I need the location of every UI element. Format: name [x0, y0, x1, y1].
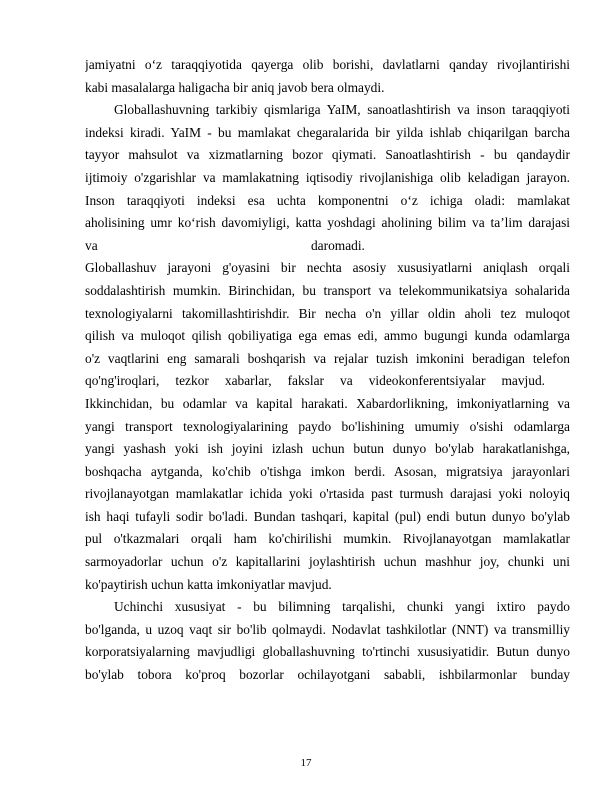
text-line: aholisining umr ko‘rish davomiyligi, katta yoshdagi aholining bilim va ta’lim darajasi: [85, 215, 570, 231]
text-line: Inson taraqqiyoti indeksi esa uchta komponentni o‘z ichiga oladi: mamlakat: [85, 192, 570, 208]
text-line: bo'ylab tobora ko'proq bozorlar ochilayotgani sababli, ishbilarmonlar bunday: [85, 667, 570, 683]
text-line: ko'paytirish uchun katta imkoniyatlar mavjud.: [85, 576, 332, 592]
text-line: qilish va muloqot qilish qobiliyatiga ega emas edi, ammo bugungi kunda odamlarga: [85, 328, 570, 344]
text-line: bo'lganda, u uzoq vaqt sir bo'lib qolmaydi. Nodavlat tashkilotlar (NNT) va transmilliy: [85, 621, 570, 637]
text-line: indeksi kiradi. YaIM - bu mamlakat chegaralarida bir yilda ishlab chiqarilgan barcha: [85, 124, 570, 140]
text-line: qo'ng'iroqlari, tezkor xabarlar, fakslar va videokonferentsiyalar mavjud.: [85, 373, 545, 389]
text-line: pul o'tkazmalari orqali ham ko'chirilishi mumkin. Rivojlanayotgan mamlakatlar: [85, 531, 570, 547]
text-line: ish haqi tufayli sodir bo'ladi. Bundan tashqari, kapital (pul) endi butun dunyo bo'ylab: [85, 508, 570, 524]
text-line: Uchinchi xususiyat - bu bilimning tarqalishi, chunki yangi ixtiro paydo: [114, 599, 570, 615]
text-line: korporatsiyalarning mavjudligi globallashuvning to'rtinchi xususiyatidir. Butun dunyo: [85, 644, 570, 660]
text-line: ijtimoiy o'zgarishlar va mamlakatning iqtisodiy rivojlanishiga olib keladigan jarayon.: [85, 169, 570, 185]
text-line: rivojlanayotgan mamlakatlar ichida yoki o'rtasida past turmush darajasi yoki noloyiq: [85, 486, 570, 502]
text-line: soddalashtirish mumkin. Birinchidan, bu transport va telekommunikatsiya sohalarida: [85, 282, 570, 298]
text-line: yangi transport texnologiyalarining paydo bo'lishining umumiy o'sishi odamlarga: [85, 418, 570, 434]
text-line: yangi yashash yoki ish joyini izlash uchun butun dunyo bo'ylab harakatlanishga,: [85, 441, 570, 457]
document-body: [85, 54, 570, 687]
text-line: jamiyatni o‘z taraqqiyotida qayerga olib borishi, davlatlarni qanday rivojlantirishi: [85, 57, 570, 72]
text-line: Globallashuv jarayoni g'oyasini bir nechta asosiy xususiyatlarni aniqlash orqali: [85, 260, 570, 276]
text-line: va daromadi.: [85, 237, 365, 253]
text-line: kabi masalalarga haligacha bir aniq javob bera olmaydi.: [85, 79, 385, 95]
text-line: sarmoyadorlar uchun o'z kapitallarini joylashtirish uchun mashhur joy, chunki uni: [85, 554, 570, 570]
text-line: Ikkinchidan, bu odamlar va kapital harakati. Xabardorlikning, imkoniyatlarning va: [85, 395, 570, 411]
text-line: boshqacha aytganda, ko'chib o'tishga imkon berdi. Asosan, migratsiya jarayonlari: [85, 463, 570, 479]
text-line: tayyor mahsulot va xizmatlarning bozor qiymati. Sanoatlashtirish - bu qandaydir: [85, 147, 570, 163]
text-line: texnologiyalarni takomillashtirishdir. Bir necha o'n yillar oldin aholi tez muloqot: [85, 305, 570, 321]
text-line: Globallashuvning tarkibiy qismlariga YaIM, sanoatlashtirish va inson taraqqiyoti: [114, 102, 570, 118]
text-line: o'z vaqtlarini eng samarali boshqarish va rejalar tuzish imkonini beradigan telefon: [85, 350, 570, 366]
page-number: 17: [300, 757, 312, 769]
